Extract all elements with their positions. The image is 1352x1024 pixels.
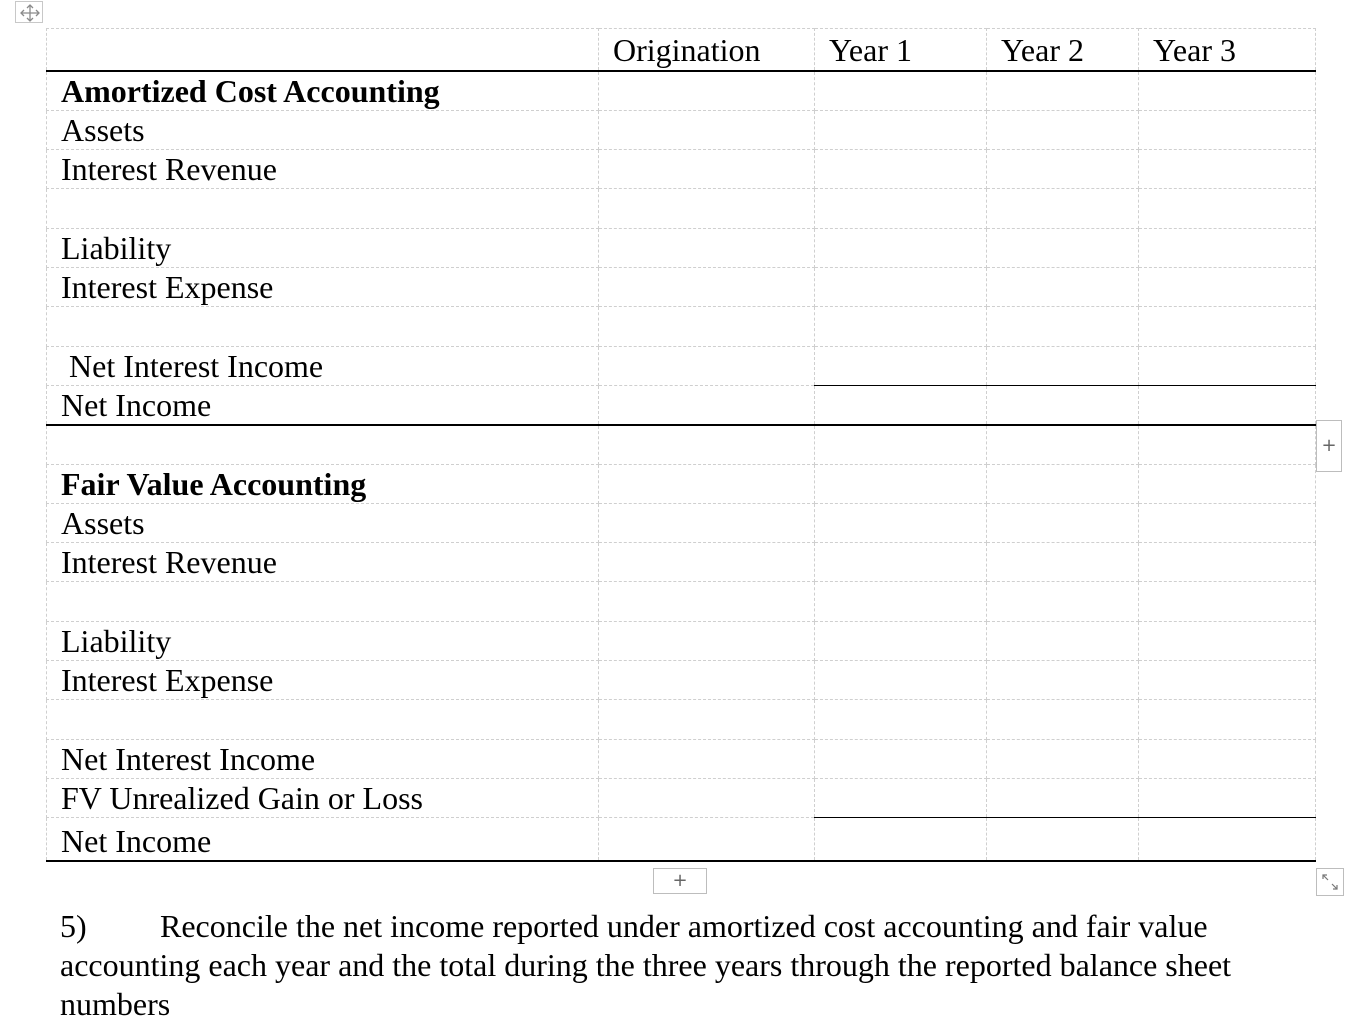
header-origination[interactable]: Origination bbox=[599, 29, 815, 71]
table-row bbox=[47, 385, 1316, 425]
header-row bbox=[47, 29, 1316, 71]
add-row-button[interactable]: + bbox=[1316, 420, 1342, 472]
row-label-assets[interactable]: Assets bbox=[47, 504, 599, 543]
table-row bbox=[47, 110, 1316, 149]
table-row bbox=[47, 622, 1316, 661]
table-row bbox=[47, 700, 1316, 740]
table-row bbox=[47, 661, 1316, 700]
add-column-button[interactable]: + bbox=[653, 868, 707, 894]
table-row bbox=[47, 267, 1316, 306]
table-row bbox=[47, 71, 1316, 111]
table-row bbox=[47, 346, 1316, 385]
table-row bbox=[47, 740, 1316, 779]
question-number: 5) bbox=[60, 908, 87, 944]
row-label-assets[interactable]: Assets bbox=[47, 110, 599, 149]
table-row bbox=[47, 149, 1316, 188]
row-label-interest-expense[interactable]: Interest Expense bbox=[47, 267, 599, 306]
row-label-liability[interactable]: Liability bbox=[47, 228, 599, 267]
table-resize-handle[interactable] bbox=[1316, 868, 1344, 896]
table-row bbox=[47, 425, 1316, 465]
row-label-interest-expense[interactable]: Interest Expense bbox=[47, 661, 599, 700]
table-row bbox=[47, 818, 1316, 861]
table-row bbox=[47, 543, 1316, 582]
header-year-3[interactable]: Year 3 bbox=[1139, 29, 1316, 71]
resize-icon bbox=[1320, 872, 1340, 892]
question-paragraph[interactable] bbox=[60, 907, 1320, 1024]
row-label-interest-revenue[interactable]: Interest Revenue bbox=[47, 149, 599, 188]
table-row bbox=[47, 582, 1316, 622]
row-label-fv-gain-loss[interactable]: FV Unrealized Gain or Loss bbox=[47, 779, 599, 818]
table-row bbox=[47, 228, 1316, 267]
header-blank[interactable] bbox=[47, 29, 599, 71]
table-row bbox=[47, 306, 1316, 346]
table-row bbox=[47, 504, 1316, 543]
header-year-1[interactable]: Year 1 bbox=[815, 29, 987, 71]
question-text: Reconcile the net income reported under amortized cost accounting and fair value accounting each year and the total during the three years through the reported balance sheet numbers bbox=[60, 908, 1232, 1022]
row-label-liability[interactable]: Liability bbox=[47, 622, 599, 661]
section-title-amortized[interactable]: Amortized Cost Accounting bbox=[47, 71, 599, 111]
row-label-net-interest-income[interactable]: Net Interest Income bbox=[47, 346, 599, 385]
row-label-net-income[interactable]: Net Income bbox=[47, 385, 599, 425]
table-row bbox=[47, 465, 1316, 504]
accounting-table[interactable] bbox=[46, 28, 1316, 862]
table-row bbox=[47, 188, 1316, 228]
move-icon bbox=[19, 3, 41, 23]
table-move-handle[interactable] bbox=[15, 1, 43, 23]
section-title-fair-value[interactable]: Fair Value Accounting bbox=[47, 465, 599, 504]
row-label-net-income[interactable]: Net Income bbox=[47, 818, 599, 861]
table-row bbox=[47, 779, 1316, 818]
row-label-interest-revenue[interactable]: Interest Revenue bbox=[47, 543, 599, 582]
row-label-net-interest-income[interactable]: Net Interest Income bbox=[47, 740, 599, 779]
header-year-2[interactable]: Year 2 bbox=[987, 29, 1139, 71]
